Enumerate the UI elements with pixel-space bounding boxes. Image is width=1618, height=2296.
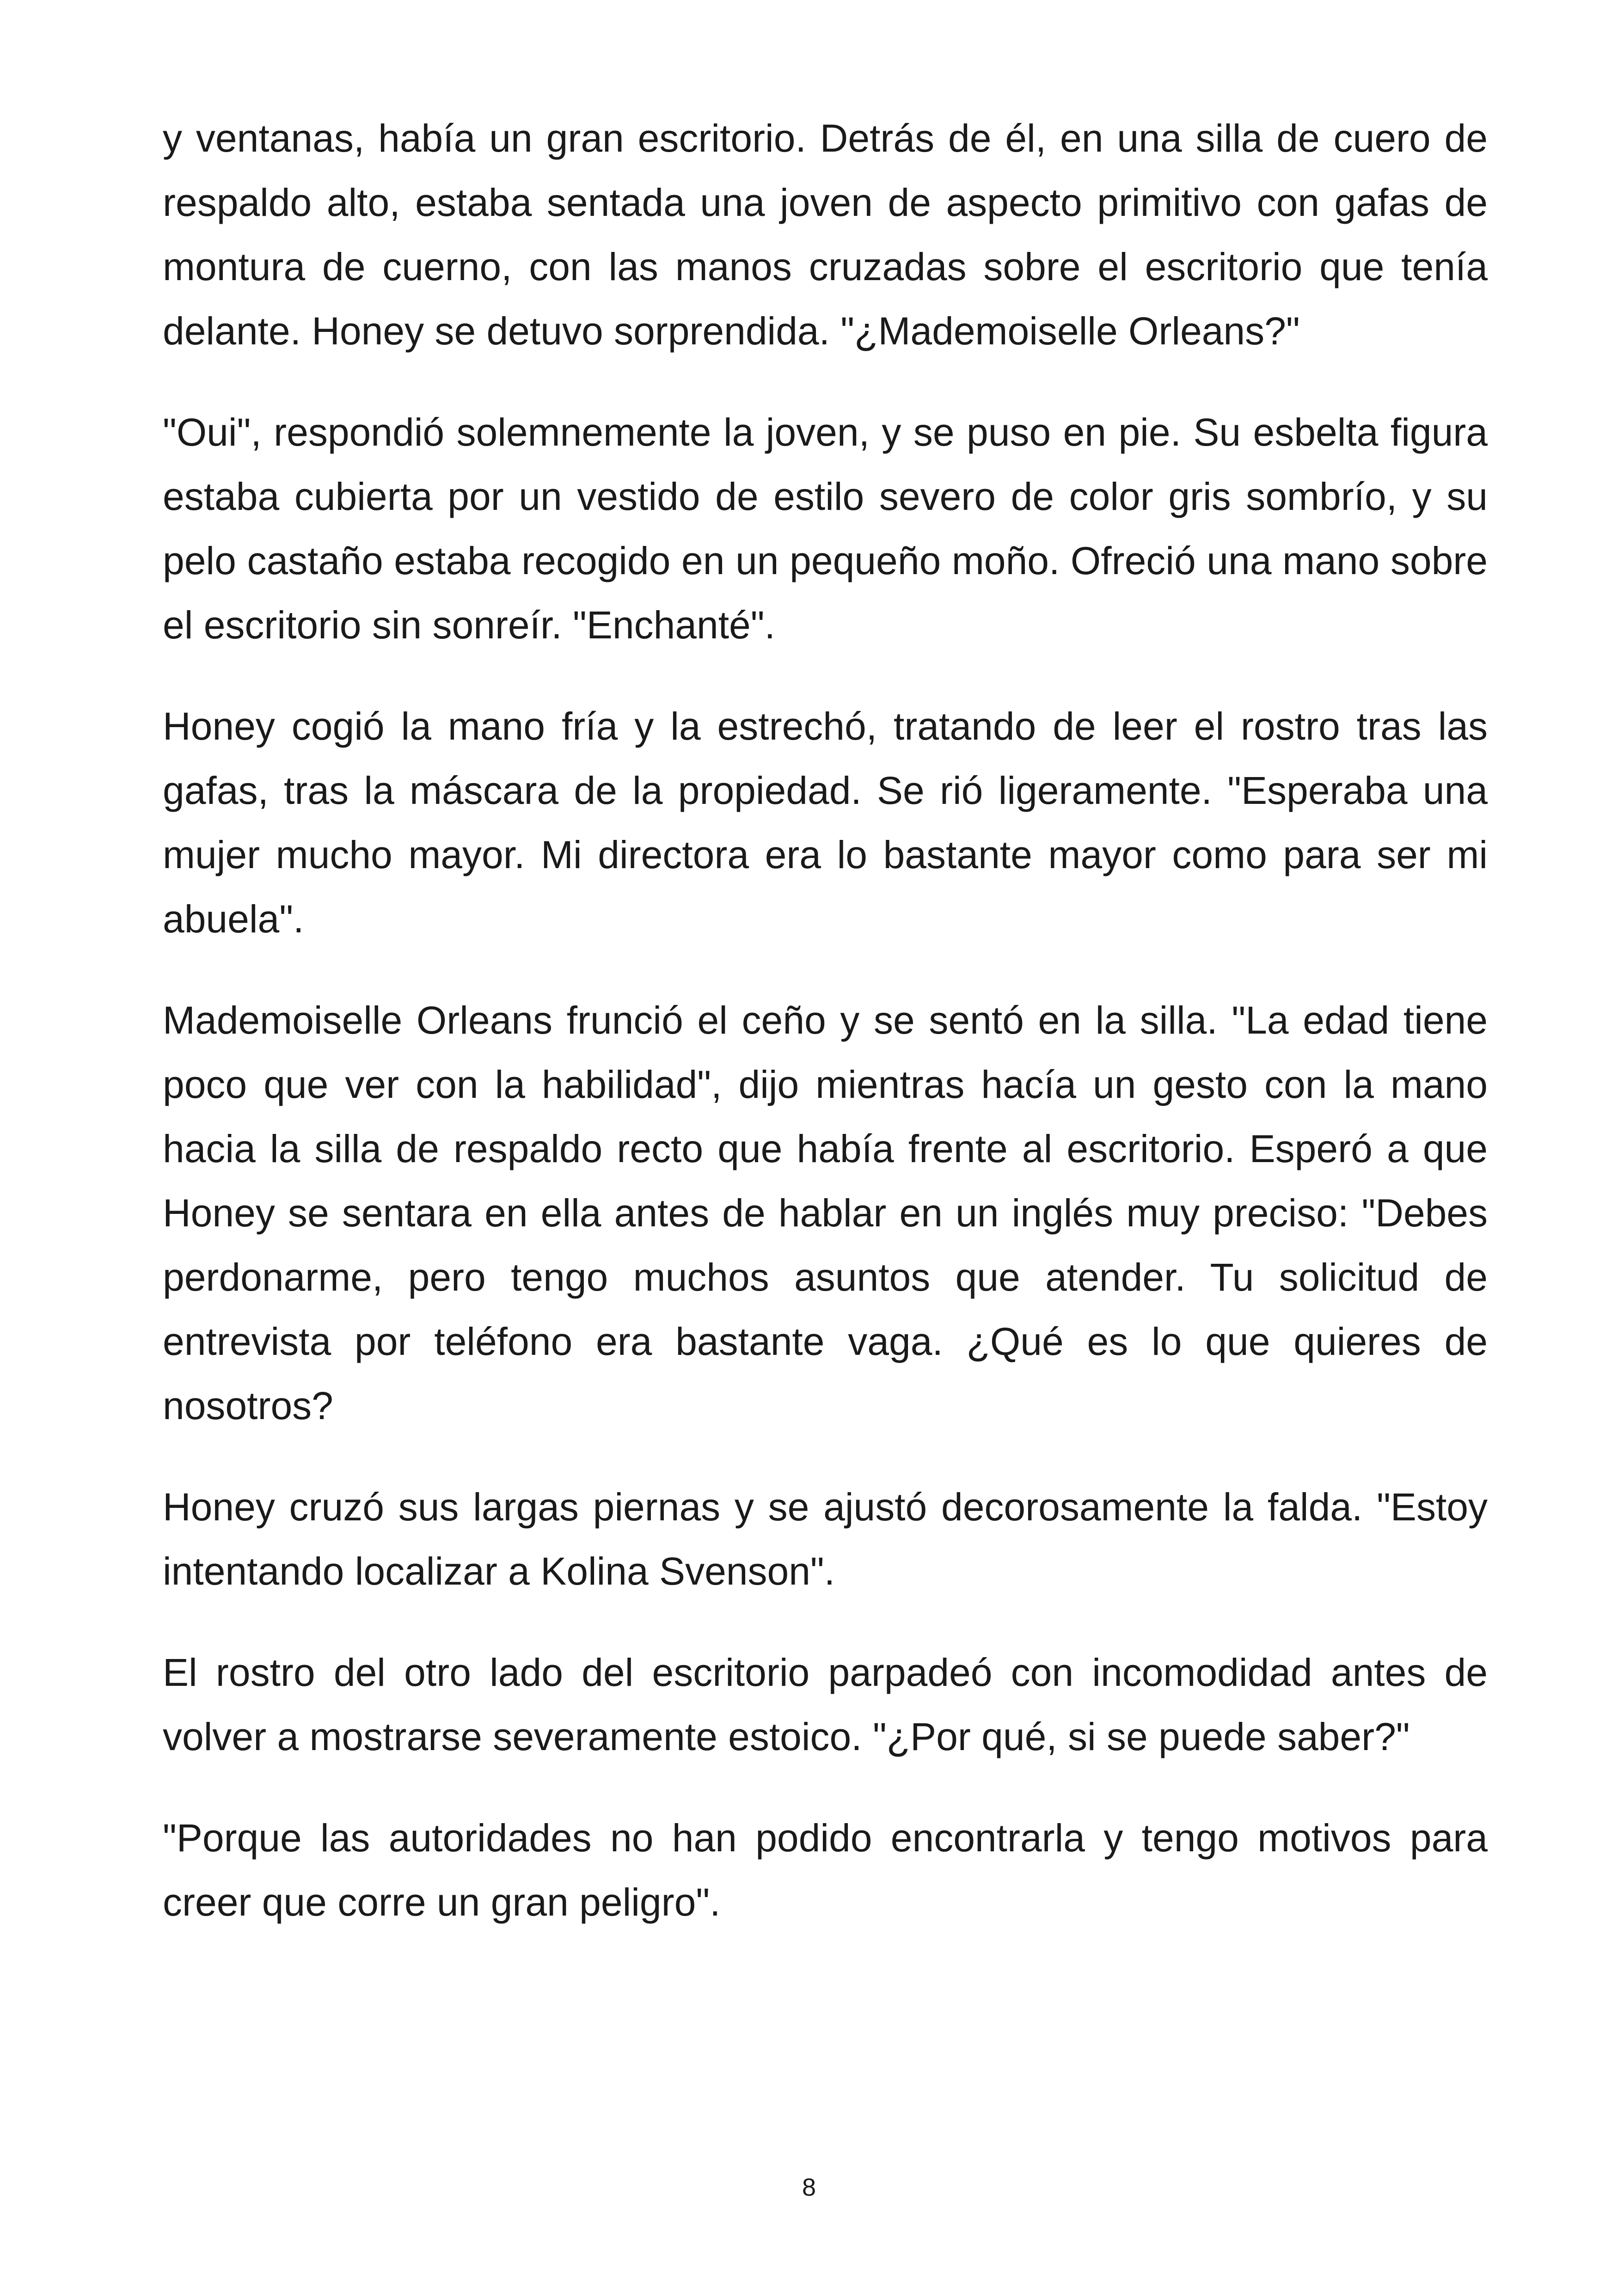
paragraph: Honey cruzó sus largas piernas y se ajustó decorosamente la falda. "Estoy intentando localizar a Kolina Svenson".	[163, 1485, 1488, 1593]
paragraph: "Porque las autoridades no han podido encontrarla y tengo motivos para creer que corre un gran peligro".	[163, 1816, 1488, 1924]
body-text	[163, 106, 1488, 1971]
paragraph: Honey cogió la mano fría y la estrechó, tratando de leer el rostro tras las gafas, tras la máscara de la propiedad. Se rió ligeramente. "Esperaba una mujer mucho mayor. Mi directora era lo bastante mayor como para ser mi abuela".	[163, 704, 1488, 941]
paragraph: Mademoiselle Orleans frunció el ceño y se sentó en la silla. "La edad tiene poco que ver con la habilidad", dijo mientras hacía un gesto con la mano hacia la silla de respaldo recto que había frente al escritorio. Esperó a que Honey se sentara en ella antes de hablar en un inglés muy preciso: "Debes perdonarme, pero tengo muchos asuntos que atender. Tu solicitud de entrevista por teléfono era bastante vaga. ¿Qué es lo que quieres de nosotros?	[163, 998, 1488, 1427]
paragraph: y ventanas, había un gran escritorio. Detrás de él, en una silla de cuero de respaldo alto, estaba sentada una joven de aspecto primitivo con gafas de montura de cuerno, con las manos cruzadas sobre el escritorio que tenía delante. Honey se detuvo sorprendida. "¿Mademoiselle Orleans?"	[163, 116, 1488, 353]
page-number: 8	[802, 2174, 816, 2201]
paragraph: "Oui", respondió solemnemente la joven, y se puso en pie. Su esbelta figura estaba cubierta por un vestido de estilo severo de color gris sombrío, y su pelo castaño estaba recogido en un pequeño moño. Ofreció una mano sobre el escritorio sin sonreír. "Enchanté".	[163, 410, 1488, 647]
paragraph: El rostro del otro lado del escritorio parpadeó con incomodidad antes de volver a mostrarse severamente estoico. "¿Por qué, si se puede saber?"	[163, 1651, 1488, 1758]
